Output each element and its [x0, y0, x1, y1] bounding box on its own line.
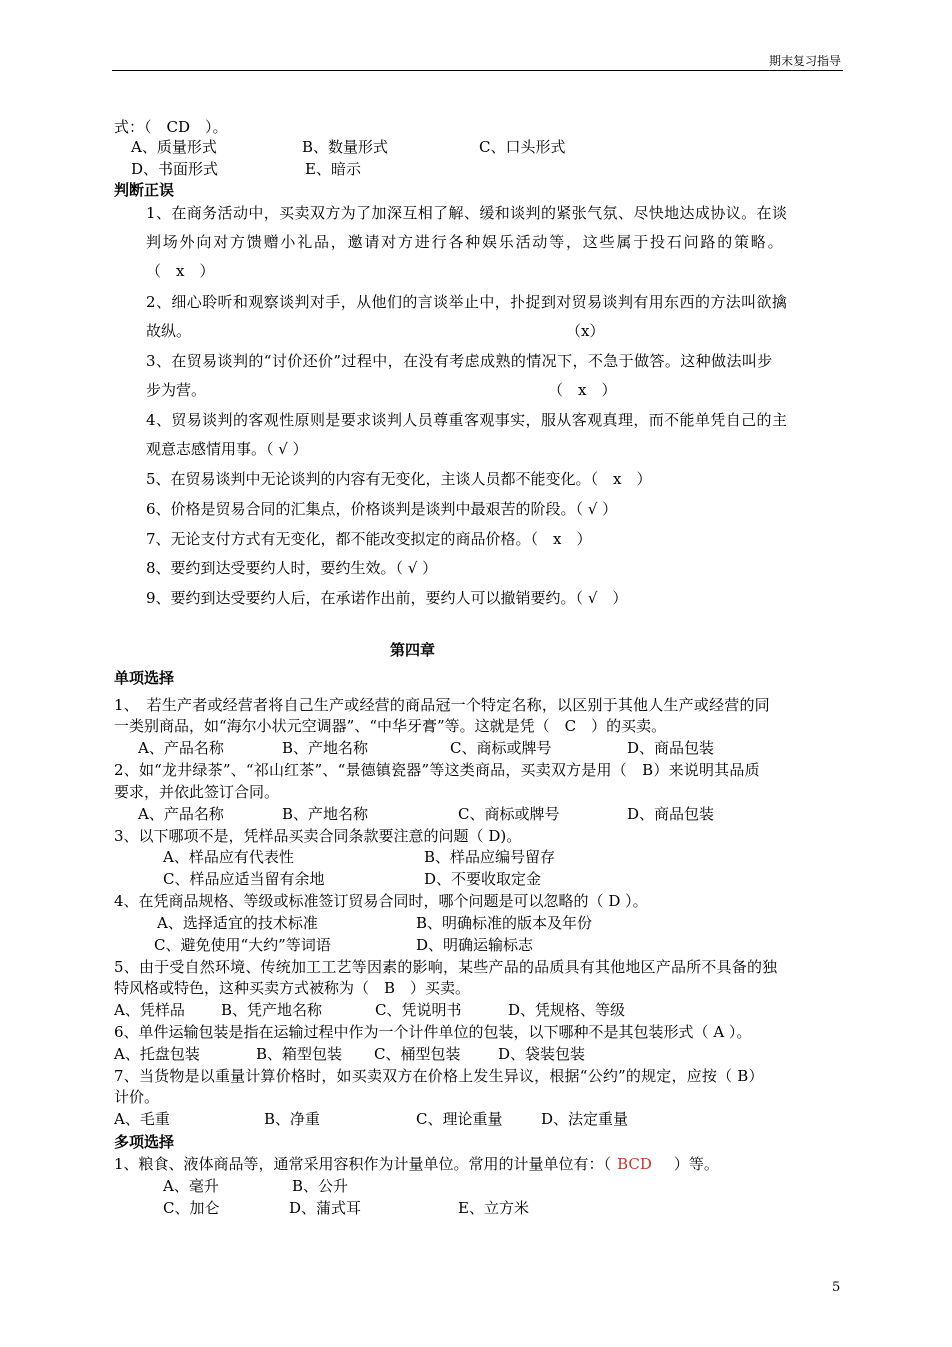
judge-q3-line1: 3、在贸易谈判的“讨价还价”过程中，在没有考虑成熟的情况下，不急于做答。这种做法叫步: [146, 352, 773, 370]
single-q7-option: B、净重: [264, 1110, 321, 1128]
single-q3-option: C、样品应适当留有余地: [163, 870, 325, 888]
judge-q9: 9、要约到达受要约人后，在承诺作出前，要约人可以撤销要约。（ √ ）: [146, 589, 628, 607]
prev-option: B、数量形式: [302, 138, 389, 156]
judge-q8: 8、要约到达受要约人时，要约生效。（ √ ）: [146, 559, 438, 577]
multi-q1: [114, 1154, 719, 1174]
single-q1-option: A、产品名称: [138, 739, 224, 757]
multi-q1-option: B、公升: [292, 1177, 349, 1195]
judge-q1-answer: （ x ）: [146, 262, 215, 280]
judge-q1-line2: 判场外向对方馈赠小礼品，邀请对方进行各种娱乐活动等，这些属于投石问路的策略。: [146, 233, 785, 251]
multi-q1-option: C、加仑: [163, 1199, 220, 1217]
single-q3-option: B、样品应编号留存: [424, 848, 556, 866]
single-q1-option: B、产地名称: [282, 739, 369, 757]
page-header: [112, 50, 843, 71]
multi-q1-answer: BCD: [617, 1155, 652, 1173]
single-q6-option: C、桶型包装: [374, 1045, 461, 1063]
single-q2-line2: 要求，并依此签订合同。: [114, 783, 280, 801]
single-q2-line1: 2、如“龙井绿茶”、“祁山红茶”、“景德镇瓷器”等这类商品，买卖双方是用（ B）来说明其品质: [114, 761, 760, 779]
single-q5-line1: 5、由于受自然环境、传统加工工艺等因素的影响，某些产品的品质具有其他地区产品所不具备的独: [114, 958, 778, 976]
judge-heading: 判断正误: [114, 181, 175, 199]
prev-option: E、暗示: [305, 160, 361, 178]
single-q5-option: B、凭产地名称: [221, 1001, 323, 1019]
single-q5-option: D、凭规格、等级: [508, 1001, 626, 1019]
single-q6: 6、单件运输包装是指在运输过程中作为一个计件单位的包装，以下哪种不是其包装形式（ A ）。: [114, 1023, 752, 1041]
header-title: 期末复习指导: [768, 54, 841, 68]
single-q1-line1: 1、 若生产者或经营者将自己生产或经营的商品冠一个特定名称，以区别于其他人生产或经营的同: [114, 696, 770, 714]
single-q6-option: B、箱型包装: [256, 1045, 343, 1063]
multi-heading: 多项选择: [114, 1133, 175, 1151]
judge-q4-line2: 观意志感情用事。（ √ ）: [146, 440, 308, 458]
single-q2-option: D、商品包装: [627, 805, 715, 823]
single-q7-option: D、法定重量: [541, 1110, 629, 1128]
page-number: 5: [832, 1280, 841, 1295]
single-q5-line2: 特风格或特色，这种买卖方式被称为（ B ）买卖。: [114, 979, 471, 997]
judge-q2-line2: 故纵。: [146, 322, 192, 340]
single-q4-option: D、明确运输标志: [416, 936, 534, 954]
judge-q3-answer: （ x ）: [548, 381, 617, 399]
single-q1-line2: 一类别商品，如“海尔小状元空调器”、“中华牙膏”等。这就是凭（ C ）的买卖。: [114, 717, 667, 735]
multi-q1-stem: 1、粮食、液体商品等，通常采用容积作为计量单位。常用的计量单位有：（: [114, 1155, 612, 1173]
judge-q1-line1: 1、在商务活动中，买卖双方为了加深互相了解、缓和谈判的紧张气氛、尽快地达成协议。在谈: [146, 204, 788, 222]
single-q7-line2: 计价。: [114, 1088, 160, 1106]
judge-q6: 6、价格是贸易合同的汇集点，价格谈判是谈判中最艰苦的阶段。（ √ ）: [146, 500, 618, 518]
single-q6-option: A、托盘包装: [114, 1045, 200, 1063]
chapter-title: 第四章: [390, 641, 436, 659]
single-q4: 4、在凭商品规格、等级或标准签订贸易合同时，哪个问题是可以忽略的（ D ）。: [114, 892, 648, 910]
judge-q3-line2: 步为营。: [146, 381, 207, 399]
single-q7-option: C、理论重量: [416, 1110, 503, 1128]
single-q1-option: C、商标或牌号: [450, 739, 552, 757]
prev-option: A、质量形式: [131, 138, 217, 156]
single-q5-option: A、凭样品: [114, 1001, 185, 1019]
single-q1-option: D、商品包装: [627, 739, 715, 757]
judge-q7: 7、无论支付方式有无变化，都不能改变拟定的商品价格。（ x ）: [146, 530, 592, 548]
single-q3: 3、以下哪项不是，凭样品买卖合同条款要注意的问题（ D)。: [114, 827, 522, 845]
single-q3-option: D、不要收取定金: [424, 870, 542, 888]
prev-question-stem: 式：（ CD ）。: [114, 118, 228, 136]
multi-q1-option: A、毫升: [163, 1177, 219, 1195]
judge-q2-line1: 2、细心聆听和观察谈判对手，从他们的言谈举止中，扑捉到对贸易谈判有用东西的方法叫欲擒: [146, 293, 788, 311]
multi-q1-stem-end: ）等。: [673, 1155, 719, 1173]
single-q2-option: C、商标或牌号: [458, 805, 560, 823]
single-q5-option: C、凭说明书: [375, 1001, 462, 1019]
judge-q5: 5、在贸易谈判中无论谈判的内容有无变化，主谈人员都不能变化。（ x ）: [146, 470, 652, 488]
single-q4-option: A、选择适宜的技术标准: [157, 914, 318, 932]
single-q6-option: D、袋装包装: [498, 1045, 586, 1063]
judge-q2-answer: （x）: [566, 322, 605, 340]
single-q4-option: B、明确标准的版本及年份: [416, 914, 593, 932]
single-q2-option: A、产品名称: [138, 805, 224, 823]
single-q3-option: A、样品应有代表性: [163, 848, 294, 866]
prev-option: D、书面形式: [131, 160, 219, 178]
multi-q1-option: D、蒲式耳: [289, 1199, 362, 1217]
prev-option: C、口头形式: [479, 138, 566, 156]
single-heading: 单项选择: [114, 669, 175, 687]
single-q4-option: C、避免使用“大约”等词语: [154, 936, 331, 954]
single-q7-line1: 7、当货物是以重量计算价格时，如买卖双方在价格上发生异议，根据“公约”的规定，应按（ B）: [114, 1067, 764, 1085]
single-q7-option: A、毛重: [114, 1110, 170, 1128]
judge-q4-line1: 4、贸易谈判的客观性原则是要求谈判人员尊重客观事实，服从客观真理，而不能单凭自己的主: [146, 411, 788, 429]
multi-q1-option: E、立方米: [458, 1199, 529, 1217]
single-q2-option: B、产地名称: [282, 805, 369, 823]
